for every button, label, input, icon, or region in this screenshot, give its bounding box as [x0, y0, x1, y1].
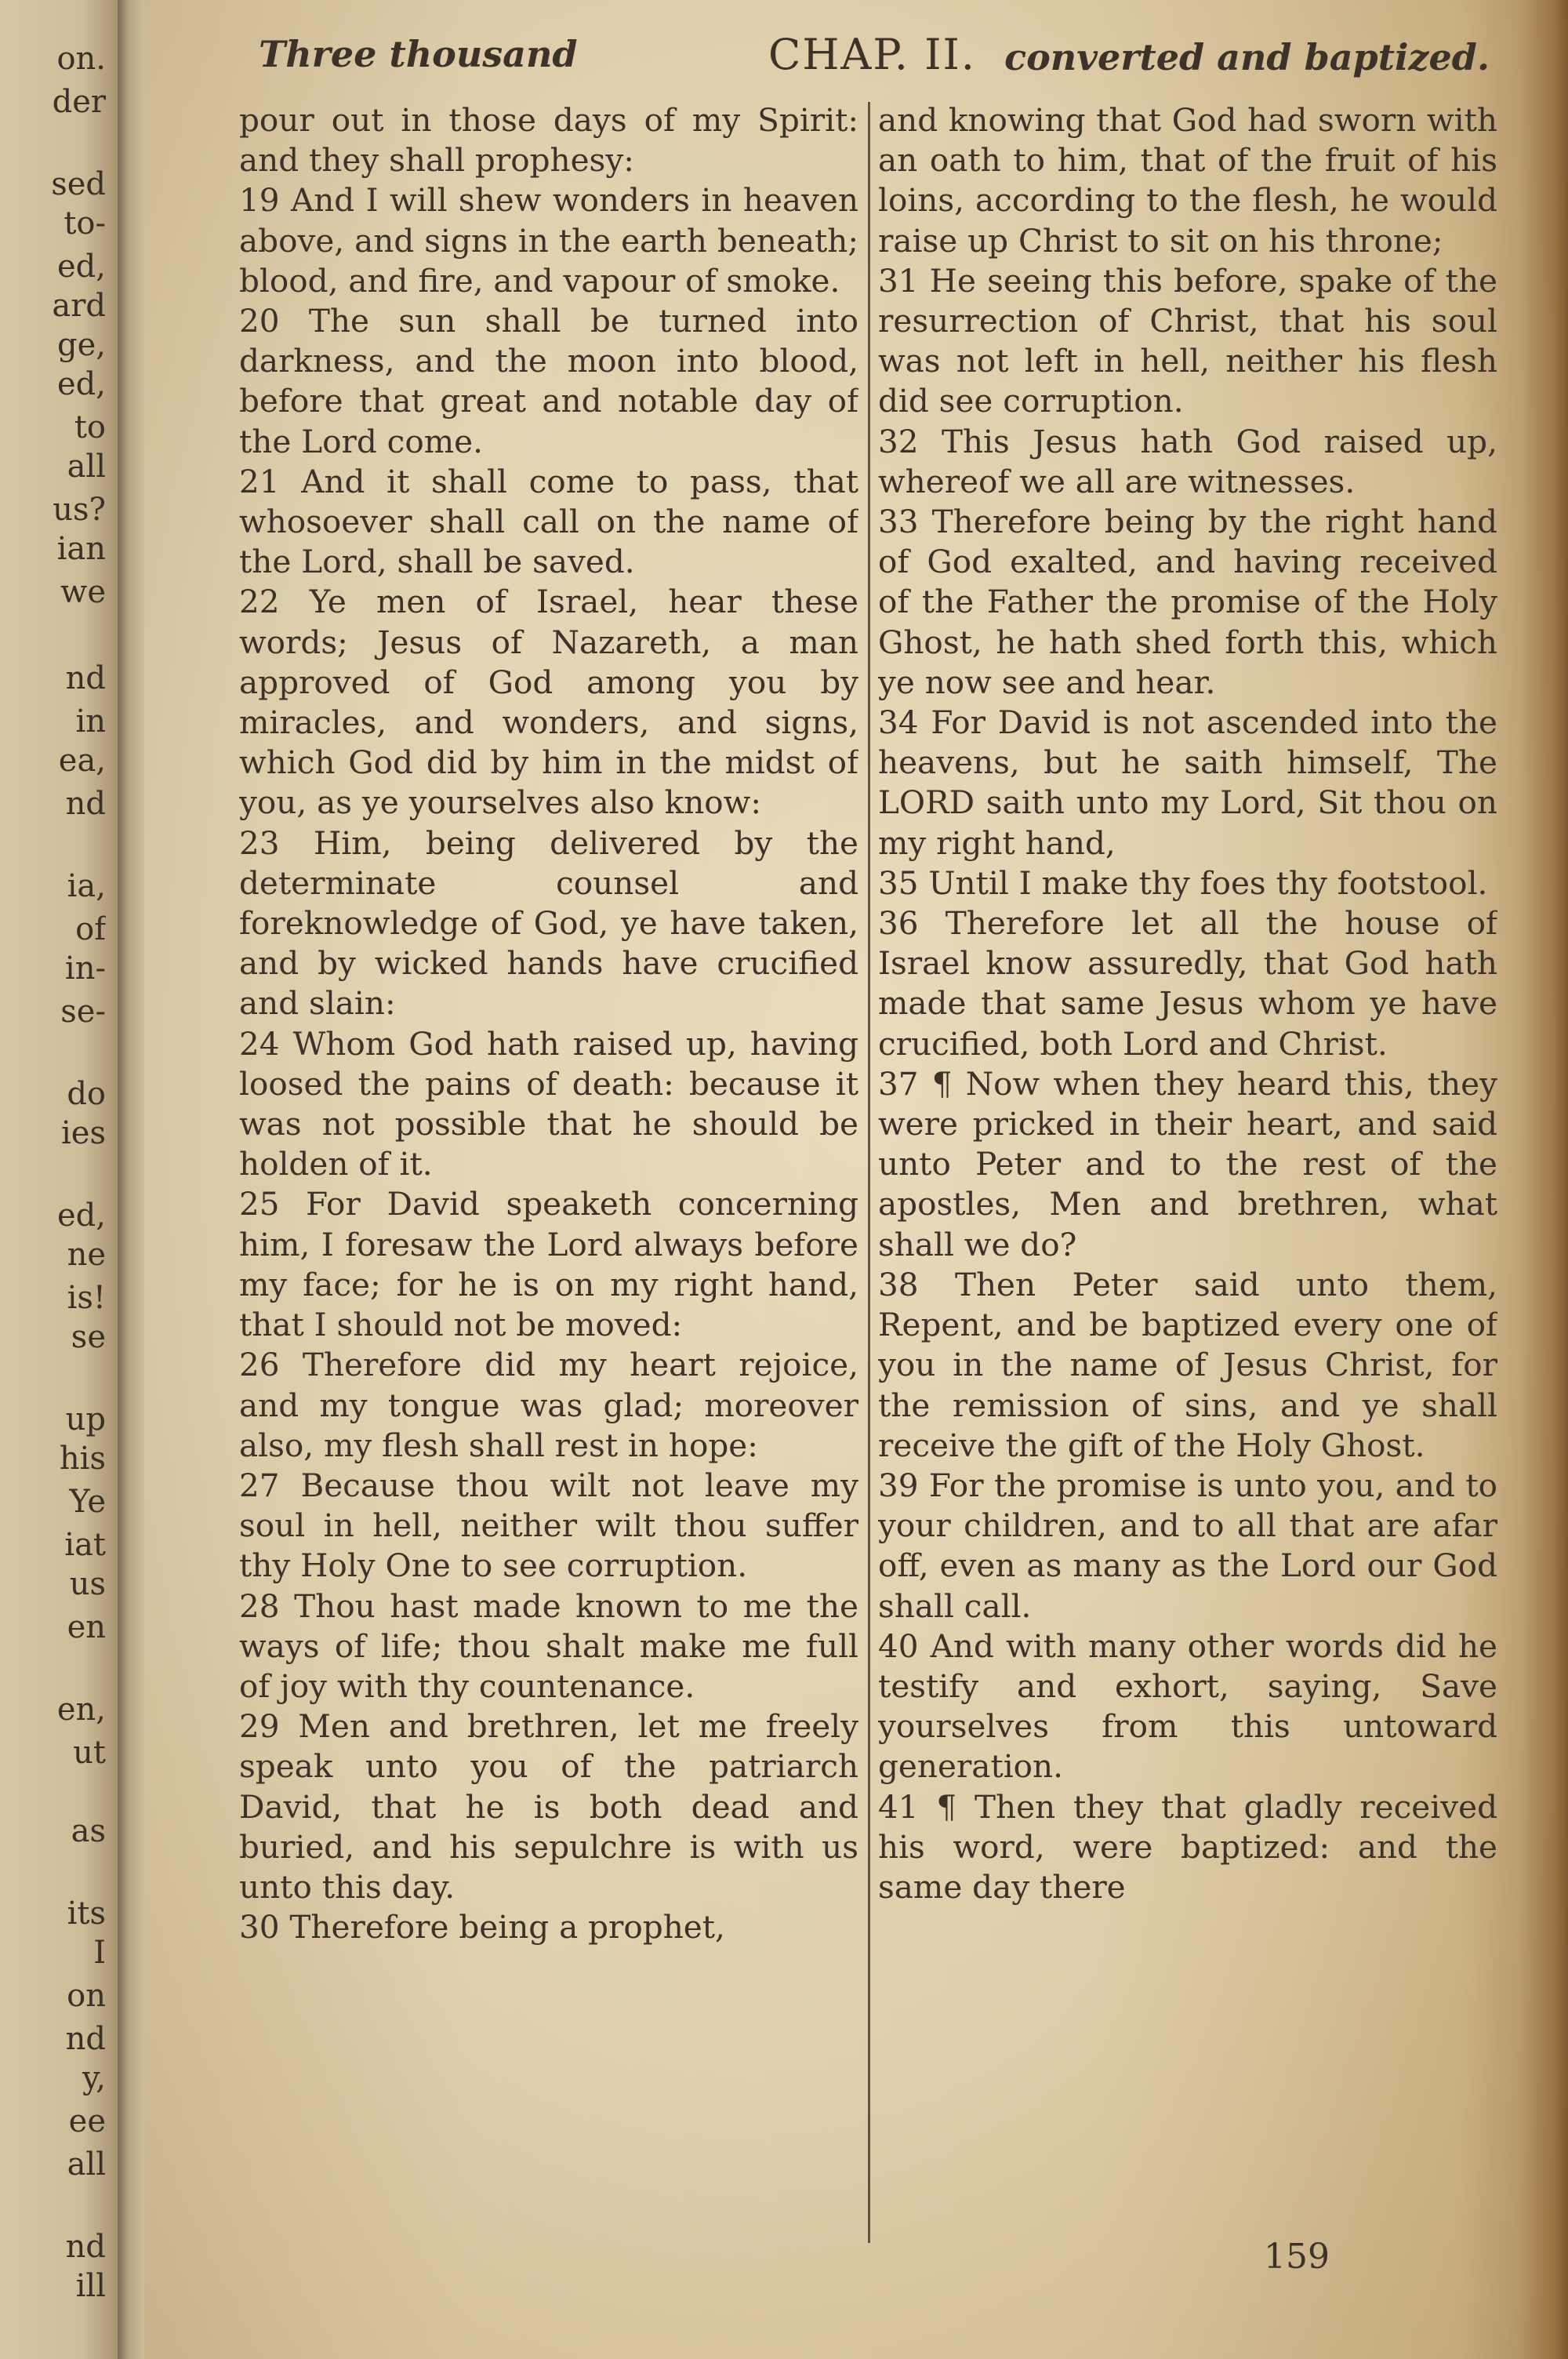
- previous-page-word: nd: [65, 2229, 106, 2265]
- verse-text: 20 The sun shall be turned into darkness, and the moon into blood, before that great and notable day of the Lord come.: [239, 302, 858, 460]
- previous-page-word: we: [60, 574, 106, 610]
- previous-page-word: ill: [75, 2268, 106, 2304]
- previous-page-word: of: [75, 911, 106, 947]
- previous-page-word: on.: [56, 41, 106, 77]
- previous-page-word: in: [75, 703, 106, 740]
- verse-text: 36 Therefore let all the house of Israel know assuredly, that God hath made that same Jesus whom ye have crucified, both Lord and Christ.: [878, 904, 1497, 1063]
- book-gutter: [118, 0, 144, 2359]
- previous-page-word: up: [65, 1401, 106, 1438]
- verse-text: 21 And it shall come to pass, that whosoever shall call on the name of the Lord, shall be saved.: [239, 462, 858, 581]
- previous-page-word: en: [67, 1609, 106, 1645]
- page-edge-stain: [1521, 0, 1568, 2359]
- verse-text: 34 For David is not ascended into the heavens, but he saith himself, The LORD saith unto my Lord, Sit thou on my right hand,: [878, 703, 1497, 862]
- previous-page-word: ed,: [57, 249, 106, 285]
- previous-page-word: to-: [64, 205, 106, 242]
- verse-text: 26 Therefore did my heart rejoice, and my tongue was glad; moreover also, my flesh shall rest in hope:: [239, 1346, 858, 1464]
- previous-page-word: his: [59, 1441, 106, 1477]
- previous-page-word: do: [67, 1076, 106, 1112]
- previous-page-word: all: [67, 449, 106, 485]
- verse-text: 28 Thou hast made known to me the ways of life; thou shalt make me full of joy with thy countenance.: [239, 1587, 858, 1705]
- verse-text: 35 Until I make thy foes thy footstool.: [878, 863, 1488, 902]
- verse-text: 22 Ye men of Israel, hear these words; Jesus of Nazareth, a man approved of God among you by miracles, and wonders, and signs, which God did by him in the midst of you, as ye yourselves also know:: [239, 583, 858, 822]
- previous-page-word: us: [69, 1566, 106, 1602]
- previous-page-word: us?: [53, 492, 106, 528]
- previous-page-word: sed: [51, 166, 106, 202]
- previous-page-word: se: [71, 1319, 106, 1355]
- verse-text: 25 For David speaketh concerning him, I foresaw the Lord always before my face; for he is on my right hand, that I should not be moved:: [239, 1185, 858, 1344]
- previous-page-word: ies: [61, 1115, 106, 1151]
- verse-text: 41 ¶ Then they that gladly received his word, were baptized: and the same day there: [878, 1787, 1497, 1906]
- verse-text: 31 He seeing this before, spake of the resurrection of Christ, that his soul was not left in hell, neither his flesh did see corruption.: [878, 261, 1497, 420]
- previous-page-word: ea,: [58, 743, 106, 779]
- previous-page-word: ed,: [57, 1198, 106, 1234]
- verse-text: and knowing that God had sworn with an oath to him, that of the fruit of his loins, according to the flesh, he would raise up Christ to sit on his throne;: [878, 101, 1497, 260]
- previous-page-word: ge,: [57, 327, 106, 363]
- previous-page-word: ee: [68, 2103, 106, 2139]
- chapter-heading: CHAP. II.: [768, 30, 976, 79]
- previous-page-word: ne: [67, 1237, 106, 1273]
- previous-page-word: I: [93, 1935, 106, 1971]
- previous-page-word: in-: [64, 951, 106, 987]
- verse-text: 30 Therefore being a prophet,: [239, 1908, 725, 1946]
- verse-text: 23 Him, being delivered by the determinate counsel and foreknowledge of God, ye have taken, and by wicked hands have crucified and slain:: [239, 823, 858, 1023]
- previous-page-word: nd: [65, 2021, 106, 2057]
- previous-page-word: iat: [64, 1527, 106, 1563]
- previous-page-word: its: [67, 1896, 106, 1932]
- verse-text: 37 ¶ Now when they heard this, they were pricked in their heart, and said unto Peter and to the rest of the apostles, Men and brethren, what shall we do?: [878, 1064, 1497, 1263]
- verse-text: pour out in those days of my Spirit: and they shall prophesy:: [239, 101, 858, 180]
- header-left: Three thousand: [259, 33, 578, 75]
- header-right: converted and baptized.: [1004, 36, 1490, 78]
- verse-text: 24 Whom God hath raised up, having loosed the pains of death: because it was not possible that he should be holden of it.: [239, 1024, 858, 1183]
- previous-page-word: to: [74, 409, 106, 445]
- previous-page-edge: [0, 0, 118, 2359]
- verse-text: 40 And with many other words did he testify and exhort, saying, Save yourselves from this untoward generation.: [878, 1627, 1497, 1786]
- previous-page-word: on: [67, 1978, 106, 2014]
- previous-page-word: as: [71, 1813, 106, 1849]
- previous-page-word: y,: [82, 2060, 106, 2096]
- verse-text: 38 Then Peter said unto them, Repent, and be baptized every one of you in the name of Jesus Christ, for the remission of sins, and ye shall receive the gift of the Holy Ghost.: [878, 1265, 1497, 1464]
- previous-page-word: der: [52, 84, 106, 120]
- verse-text: 32 This Jesus hath God raised up, whereof we all are witnesses.: [878, 422, 1497, 500]
- right-column: [878, 100, 1497, 2234]
- previous-page-word: en,: [56, 1692, 106, 1728]
- verse-text: 27 Because thou wilt not leave my soul in hell, neither wilt thou suffer thy Holy One to see corruption.: [239, 1466, 858, 1585]
- verse-text: 33 Therefore being by the right hand of God exalted, and having received of the Father the promise of the Holy Ghost, he hath shed forth this, which ye now see and hear.: [878, 503, 1497, 701]
- previous-page-word: se-: [60, 994, 106, 1030]
- running-header: [259, 30, 1490, 104]
- previous-page-word: all: [67, 2146, 106, 2183]
- previous-page-word: ian: [56, 531, 106, 567]
- previous-page-word: nd: [65, 786, 106, 822]
- previous-page-fragments: [0, 24, 106, 2314]
- previous-page-word: ut: [73, 1735, 106, 1771]
- verse-text: 19 And I will shew wonders in heaven above, and signs in the earth beneath; blood, and fire, and vapour of smoke.: [239, 181, 858, 300]
- previous-page-word: nd: [65, 660, 106, 696]
- column-rule: [868, 102, 870, 2243]
- verse-text: 39 For the promise is unto you, and to your children, and to all that are afar off, even as many as the Lord our God shall call.: [878, 1466, 1497, 1625]
- previous-page-word: ard: [52, 288, 106, 324]
- previous-page-word: Ye: [69, 1484, 106, 1520]
- verse-text: 29 Men and brethren, let me freely speak unto you of the patriarch David, that he is both dead and buried, and his sepulchre is with us unto this day.: [239, 1707, 858, 1906]
- previous-page-word: is!: [67, 1280, 106, 1316]
- left-column: [239, 100, 858, 2234]
- previous-page-word: ed,: [57, 366, 106, 402]
- previous-page-word: ia,: [67, 868, 106, 904]
- page-number: 159: [1264, 2237, 1330, 2277]
